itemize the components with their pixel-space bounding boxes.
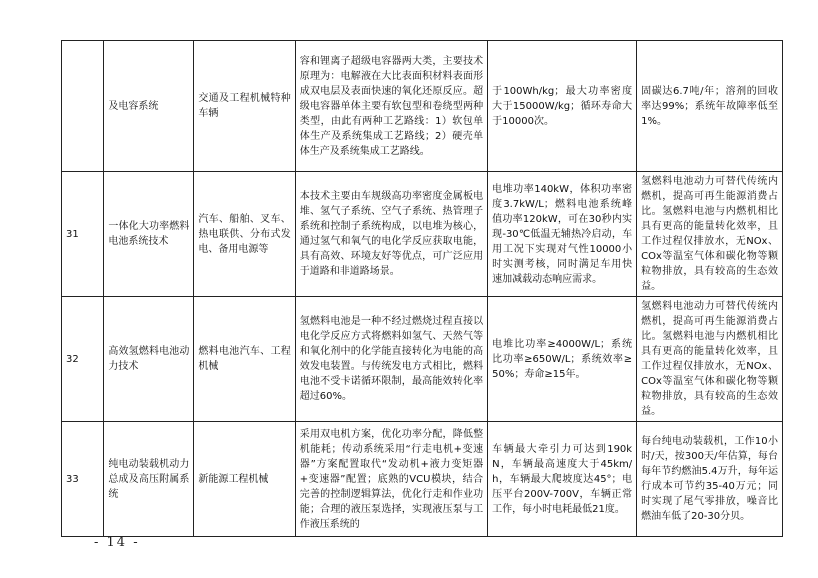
table-row [62, 41, 783, 172]
application-scope: 新能源工程机械 [194, 422, 295, 537]
technical-indicators: 电堆比功率≥4000W/L；系统比功率≥650W/L；系统效率≥50%；寿命≥15年。 [488, 297, 637, 422]
table-row [62, 297, 783, 422]
application-scope: 交通及工程机械特种车辆 [194, 41, 295, 172]
application-scope: 燃料电池汽车、工程机械 [194, 297, 295, 422]
page-number: - 14 - [94, 535, 140, 550]
technology-name: 一体化大功率燃料电池系统技术 [104, 172, 194, 297]
application-scope: 汽车、船舶、叉车、热电联供、分布式发电、备用电源等 [194, 172, 295, 297]
technical-indicators: 于100Wh/kg；最大功率密度大于15000W/kg；循环寿命大于10000次。 [488, 41, 637, 172]
table-row [62, 172, 783, 297]
benefit-description: 氢燃料电池动力可替代传统内燃机，提高可再生能源消费占比。氢燃料电池与内燃机相比具有更高的能量转化效率，且工作过程仅排放水，无NOx、COx等温室气体和碳化物等颗粒物排放，具有较高的生态效益。 [637, 297, 783, 422]
technology-name: 及电容系统 [104, 41, 194, 172]
row-number: 31 [62, 172, 104, 297]
benefit-description: 氢燃料电池动力可替代传统内燃机，提高可再生能源消费占比。氢燃料电池与内燃机相比具有更高的能量转化效率，且工作过程仅排放水，无NOx、COx等温室气体和碳化物等颗粒物排放，具有较高的生态效益。 [637, 172, 783, 297]
row-number: 32 [62, 297, 104, 422]
table-row [62, 422, 783, 537]
technology-table [61, 40, 783, 537]
technology-name: 纯电动装载机动力总成及高压附属系统 [104, 422, 194, 537]
technology-description: 容和锂离子超级电容器两大类，主要技术原理为：电解液在大比表面积材料表面形成双电层及表面快速的氧化还原反应。超级电容器单体主要有软包型和卷绕型两种类型，由此有两种工艺路线：1）软包单体生产及系统集成工艺路线；2）硬壳单体生产及系统集成工艺路线。 [295, 41, 487, 172]
technology-description: 氢燃料电池是一种不经过燃烧过程直接以电化学反应方式将燃料如氢气、天然气等和氧化剂中的化学能直接转化为电能的高效发电装置。与传统发电方式相比，燃料电池不受卡诺循环限制，最高能效转化率超过60%。 [295, 297, 487, 422]
row-number [62, 41, 104, 172]
benefit-description: 固碳达6.7吨/年；溶剂的回收率达99%；系统年故障率低至1%。 [637, 41, 783, 172]
technical-indicators: 车辆最大牵引力可达到190kN，车辆最高速度大于45km/h，车辆最大爬坡度达45°；电压平台200V-700V，车辆正常工作，每小时电耗最低21度。 [488, 422, 637, 537]
technology-name: 高效氢燃料电池动力技术 [104, 297, 194, 422]
benefit-description: 每台纯电动装载机，工作10小时/天，按300天/年估算，每台每年节约燃油5.4万升，每年运行成本可节约35-40万元；同时实现了尾气零排放，噪音比燃油车低了20-30分贝。 [637, 422, 783, 537]
technical-indicators: 电堆功率140kW，体积功率密度3.7kW/L；燃料电池系统峰值功率120kW，可在30秒内实现-30℃低温无辅热冷启动，车用工况下实现对气性10000小时实测考核，同时满足车用快速加减载动态响应需求。 [488, 172, 637, 297]
technology-description: 本技术主要由车规级高功率密度金属板电堆、氢气子系统、空气子系统、热管理子系统和控制子系统构成，以电堆为核心，通过氢气和氧气的电化学反应获取电能，具有高效、环境友好等优点，可广泛应用于道路和非道路场景。 [295, 172, 487, 297]
technology-description: 采用双电机方案，优化功率分配，降低整机能耗；传动系统采用“行走电机+变速器”方案配置取代“发动机+液力变矩器+变速器”配置；底熟的VCU模块，结合完善的控制逻辑算法，优化行走和作业功能；合理的液压泵选择，实现液压泵与工作液压系统的 [295, 422, 487, 537]
row-number: 33 [62, 422, 104, 537]
